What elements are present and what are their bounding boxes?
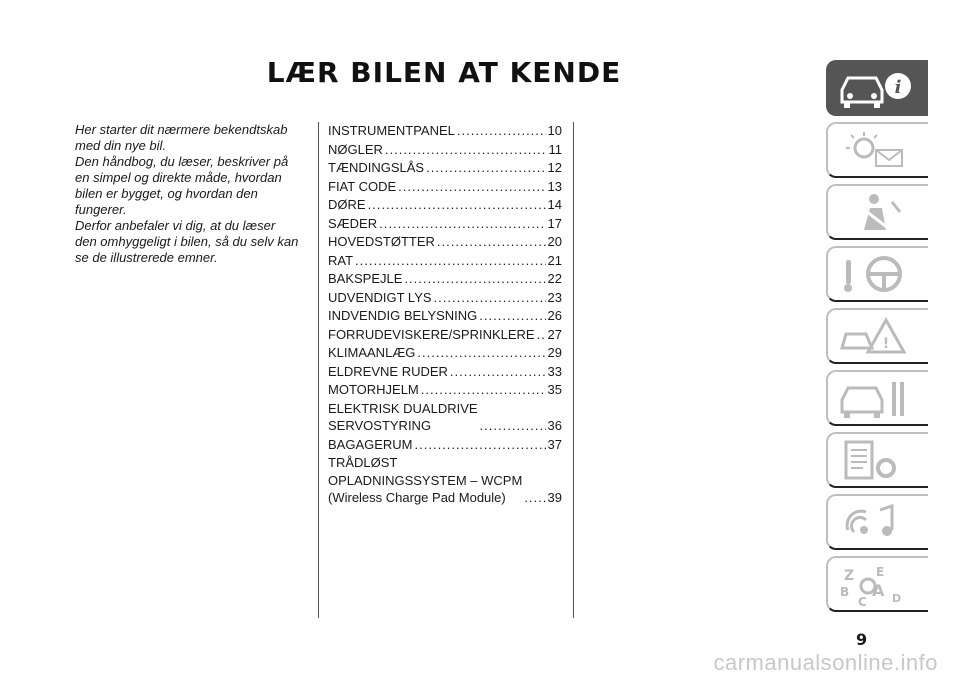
warning-lights-icon xyxy=(836,128,916,174)
toc-entry-label: FORRUDEVISKERE/SPRINKLERE xyxy=(328,326,535,342)
intro-paragraph: Den håndbog, du læser, beskriver på en simpel og direkte måde, hvordan bilen er bygget, og hvordan den fungerer. xyxy=(75,154,289,217)
tab-safety[interactable] xyxy=(826,184,928,240)
toc-entry-page: 17 xyxy=(547,215,562,231)
intro-paragraph: Her starter dit nærmere bekendtskab med din nye bil. xyxy=(75,122,288,153)
tab-index[interactable] xyxy=(826,556,928,612)
index-icon xyxy=(836,562,916,608)
page-number: 9 xyxy=(856,630,868,649)
multimedia-icon xyxy=(836,500,916,546)
svg-text:E: E xyxy=(876,565,885,579)
toc-entry-page: 10 xyxy=(547,123,562,138)
toc-entry-label: ELDREVNE RUDER xyxy=(328,363,448,379)
toc-entry-label: BAGAGERUM xyxy=(328,436,413,452)
intro-paragraph: Derfor anbefaler vi dig, at du læser den omhyggeligt i bilen, så du selv kan se de illustrerede emner. xyxy=(75,218,299,265)
toc-entry-label: MOTORHJELM xyxy=(328,382,419,397)
toc-entry-label: BAKSPEJLE xyxy=(328,271,403,286)
toc-leader-dots xyxy=(450,363,546,381)
toc-entry-label: UDVENDIGT LYS xyxy=(328,289,432,305)
toc-leader-dots xyxy=(355,252,545,270)
toc-entry[interactable] xyxy=(328,122,562,140)
tab-technical-data[interactable] xyxy=(826,432,928,488)
maintenance-icon xyxy=(836,376,916,422)
toc-entry-label: HOVEDSTØTTER xyxy=(328,234,435,249)
toc-entry[interactable] xyxy=(328,436,562,454)
svg-text:!: ! xyxy=(882,336,890,352)
chapter-tabs xyxy=(826,60,928,618)
column-divider xyxy=(573,122,574,618)
toc-entry-page: 23 xyxy=(547,289,562,305)
toc-leader-dots xyxy=(426,159,545,177)
toc-leader-dots xyxy=(434,289,546,307)
toc-entry-page: 13 xyxy=(547,178,562,194)
column-divider xyxy=(318,122,319,618)
toc-entry[interactable] xyxy=(328,363,562,381)
toc-entry[interactable] xyxy=(328,381,562,399)
tab-warning-lights[interactable] xyxy=(826,122,928,178)
svg-text:Z: Z xyxy=(844,568,855,584)
toc-entry-page: 35 xyxy=(547,382,562,397)
tab-maintenance[interactable] xyxy=(826,370,928,426)
toc-entry[interactable] xyxy=(328,289,562,307)
toc-leader-dots xyxy=(480,417,546,435)
safety-seat-icon xyxy=(836,190,916,236)
toc-leader-dots xyxy=(524,489,545,507)
toc-entry-page: 33 xyxy=(547,363,562,379)
svg-text:D: D xyxy=(892,592,902,605)
toc-leader-dots xyxy=(421,381,546,399)
tab-multimedia[interactable] xyxy=(826,494,928,550)
emergency-icon xyxy=(836,314,916,360)
toc-leader-dots xyxy=(457,122,546,140)
toc-entry[interactable] xyxy=(328,215,562,233)
toc-entry-page: 36 xyxy=(547,418,562,433)
toc-entry-page: 39 xyxy=(547,490,562,505)
toc-entry-label: ELEKTRISK DUALDRIVE SERVOSTYRING xyxy=(328,400,478,433)
toc-entry-page: 21 xyxy=(547,252,562,268)
toc-entry[interactable] xyxy=(328,178,562,196)
tab-emergency[interactable] xyxy=(826,308,928,364)
toc-entry-page: 37 xyxy=(547,436,562,452)
car-info-icon xyxy=(836,66,916,112)
toc-entry[interactable] xyxy=(328,252,562,270)
toc-entry-label: RAT xyxy=(328,252,354,268)
svg-text:C: C xyxy=(858,595,867,608)
toc-entry-label: DØRE xyxy=(328,197,366,212)
toc-entry-page: 14 xyxy=(547,197,562,212)
toc-leader-dots xyxy=(417,344,545,362)
toc-entry[interactable] xyxy=(328,141,562,159)
toc-entry[interactable] xyxy=(328,344,562,362)
toc-leader-dots xyxy=(404,270,545,288)
svg-text:A: A xyxy=(872,581,885,600)
toc-entry-page: 22 xyxy=(547,271,562,286)
toc-entry-label: TÆNDINGSLÅS xyxy=(328,160,425,175)
toc-entry-label: INSTRUMENTPANEL xyxy=(328,123,455,138)
toc-leader-dots xyxy=(368,196,546,214)
page-title: LÆR BILEN AT KENDE xyxy=(266,56,622,89)
toc-entry-page: 11 xyxy=(548,141,562,157)
toc-entry-label: FIAT CODE xyxy=(328,178,397,194)
toc-entry[interactable] xyxy=(328,270,562,288)
toc-leader-dots xyxy=(537,326,546,344)
tab-starting-driving[interactable] xyxy=(826,246,928,302)
toc-leader-dots xyxy=(437,233,546,251)
toc-entry-label: SÆDER xyxy=(328,215,378,231)
toc-entry[interactable] xyxy=(328,326,562,344)
toc-entry[interactable] xyxy=(328,159,562,177)
toc-leader-dots xyxy=(415,436,546,454)
intro-text xyxy=(75,122,300,266)
toc-leader-dots xyxy=(379,215,545,233)
toc-entry-page: 26 xyxy=(547,308,562,323)
table-of-contents xyxy=(328,122,562,508)
toc-entry-page: 27 xyxy=(547,326,562,342)
toc-entry-page: 12 xyxy=(547,160,562,175)
toc-leader-dots xyxy=(398,178,545,196)
technical-data-icon xyxy=(836,438,916,484)
toc-entry-page: 20 xyxy=(547,234,562,249)
svg-text:B: B xyxy=(840,585,850,599)
toc-entry-label: NØGLER xyxy=(328,141,383,157)
toc-entry[interactable] xyxy=(328,454,562,507)
svg-text:i: i xyxy=(894,77,902,98)
toc-entry-page: 29 xyxy=(547,345,562,360)
toc-entry[interactable] xyxy=(328,400,562,435)
tab-car-info[interactable] xyxy=(826,60,928,116)
toc-entry-label: TRÅDLØST OPLADNINGSSYSTEM – WCPM (Wireless Charge Pad Module) xyxy=(328,455,523,505)
steering-wheel-icon xyxy=(836,252,916,298)
watermark: carmanualsonline.info xyxy=(713,650,938,675)
toc-leader-dots xyxy=(385,141,547,159)
toc-leader-dots xyxy=(479,307,545,325)
toc-entry[interactable] xyxy=(328,196,562,214)
toc-entry[interactable] xyxy=(328,233,562,251)
toc-entry-label: INDVENDIG BELYSNING xyxy=(328,308,478,323)
toc-entry-label: KLIMAANLÆG xyxy=(328,345,416,360)
toc-entry[interactable] xyxy=(328,307,562,325)
